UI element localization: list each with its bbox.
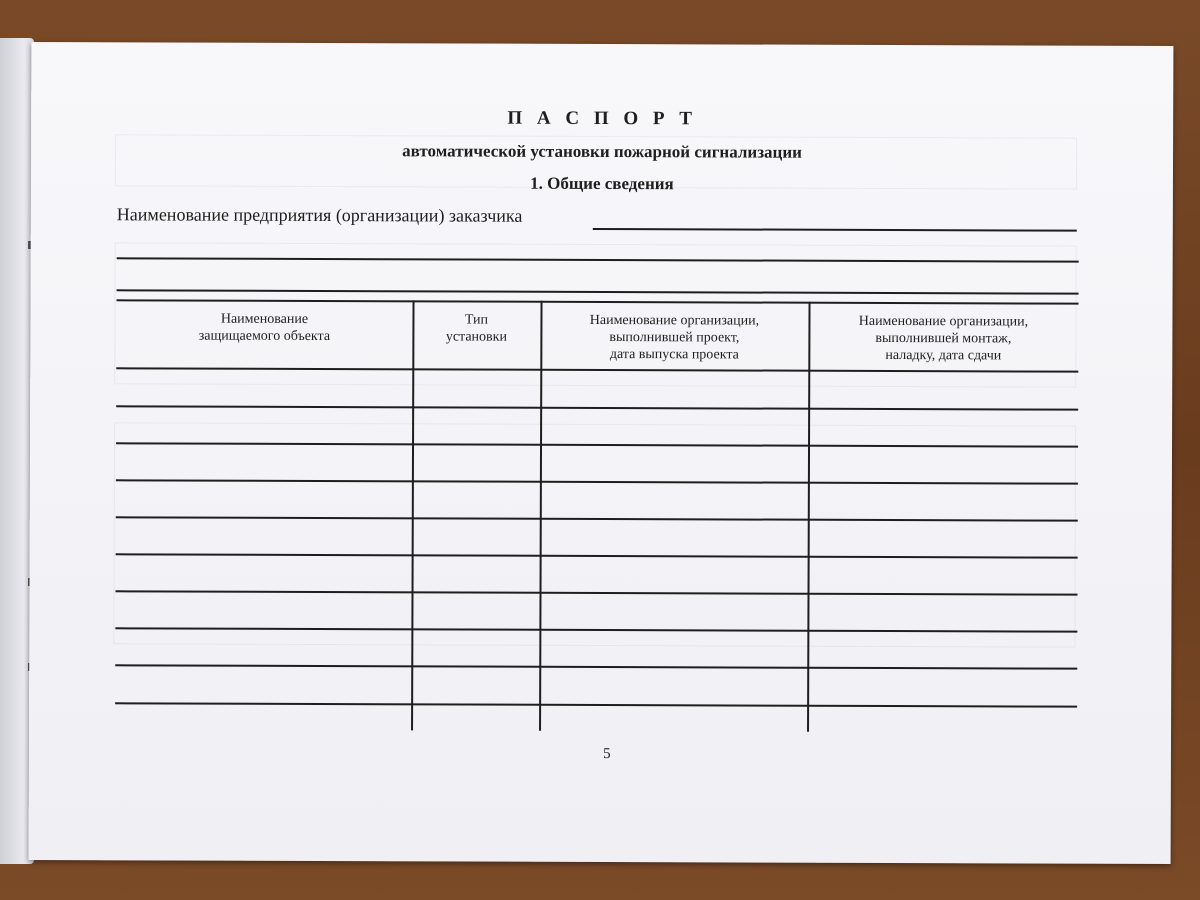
section-heading: 1. Общие сведения (530, 173, 674, 194)
header-install-type: Тип установки (445, 312, 507, 345)
passport-page (29, 42, 1174, 864)
customer-fill-line-1 (593, 228, 1077, 231)
table-row (116, 405, 1078, 410)
page-number: 5 (603, 746, 611, 763)
document-title: П А С П О Р Т (507, 107, 697, 130)
table-row (115, 702, 1077, 707)
customer-label: Наименование предприятия (организации) заказчика (116, 204, 523, 226)
header-object-name: Наименование защищаемого объекта (198, 311, 331, 345)
document-subtitle: автоматической установки пожарной сигнализации (402, 141, 802, 162)
header-project-org: Наименование организации, выполнившей проект, дата выпуска проекта (589, 312, 760, 363)
header-install-org: Наименование организации, выполнившей монтаж, наладку, дата сдачи (858, 313, 1029, 364)
table-row (115, 664, 1077, 669)
